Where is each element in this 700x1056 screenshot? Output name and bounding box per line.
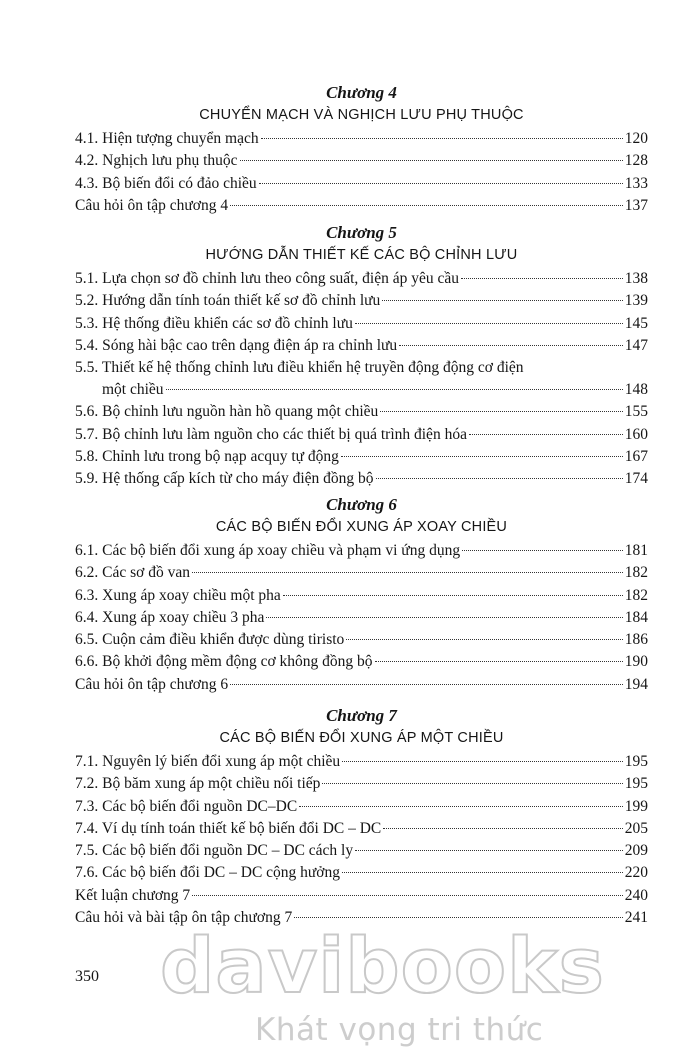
toc-entry[interactable]: Câu hỏi và bài tập ôn tập chương 7 241: [75, 909, 648, 927]
watermark-tagline: Khát vọng tri thức: [255, 1012, 544, 1048]
toc-entry[interactable]: 5.9. Hệ thống cấp kích từ cho máy điện đồng bộ 174: [75, 470, 648, 488]
chapter-title: Chương 5: [326, 223, 397, 242]
dot-leader: [259, 183, 623, 184]
chapter-5-section: [75, 222, 648, 491]
toc-entry[interactable]: 5.8. Chỉnh lưu trong bộ nạp acquy tự động 167: [75, 448, 648, 466]
dot-leader: [382, 300, 622, 301]
dot-leader: [322, 783, 622, 784]
chapter-heading: HƯỚNG DẪN THIẾT KẾ CÁC BỘ CHỈNH LƯU: [205, 247, 518, 263]
toc-entry[interactable]: 5.6. Bộ chỉnh lưu nguồn hàn hồ quang một chiều 155: [75, 403, 648, 421]
toc-entry[interactable]: 6.5. Cuộn cảm điều khiển được dùng tiristo 186: [75, 631, 648, 649]
dot-leader: [399, 345, 623, 346]
toc-entry[interactable]: 5.5. Thiết kế hệ thống chỉnh lưu điều khiển hệ truyền động động cơ điện một chiều 148: [75, 359, 648, 399]
toc-entry[interactable]: 6.6. Bộ khởi động mềm động cơ không đồng bộ 190: [75, 653, 648, 671]
dot-leader: [461, 278, 623, 279]
page-number: 350: [75, 968, 99, 985]
dot-leader: [192, 572, 623, 573]
toc-entry[interactable]: 5.2. Hướng dẫn tính toán thiết kế sơ đồ chỉnh lưu 139: [75, 292, 648, 310]
toc-entry[interactable]: 7.5. Các bộ biến đổi nguồn DC – DC cách ly 209: [75, 842, 648, 860]
toc-entry[interactable]: 7.4. Ví dụ tính toán thiết kế bộ biến đổi DC – DC 205: [75, 819, 648, 837]
dot-leader: [192, 895, 623, 896]
toc-entry[interactable]: 5.7. Bộ chỉnh lưu làm nguồn cho các thiết bị quá trình điện hóa 160: [75, 425, 648, 443]
toc-entry[interactable]: 6.1. Các bộ biến đổi xung áp xoay chiều và phạm vi ứng dụng 181: [75, 542, 648, 559]
chapter-4-section: [75, 82, 648, 217]
toc-entry[interactable]: 7.2. Bộ băm xung áp một chiều nối tiếp 195: [75, 775, 648, 793]
dot-leader: [380, 411, 622, 412]
dot-leader: [294, 917, 623, 918]
chapter-heading: CHUYỂN MẠCH VÀ NGHỊCH LƯU PHỤ THUỘC: [199, 107, 524, 123]
toc-entry[interactable]: Kết luận chương 7 240: [75, 886, 648, 904]
dot-leader: [341, 456, 623, 457]
chapter-heading: CÁC BỘ BIẾN ĐỔI XUNG ÁP XOAY CHIỀU: [215, 519, 508, 535]
toc-entry[interactable]: 7.3. Các bộ biến đổi nguồn DC–DC 199: [75, 797, 648, 815]
dot-leader: [342, 872, 623, 873]
dot-leader: [230, 684, 623, 685]
chapter-6-section: [75, 494, 648, 696]
toc-entry[interactable]: Câu hỏi ôn tập chương 4 137: [75, 196, 648, 214]
chapter-title: Chương 4: [326, 83, 397, 102]
toc-entry[interactable]: 5.4. Sóng hài bậc cao trên dạng điện áp ra chỉnh lưu 147: [75, 336, 648, 354]
dot-leader: [355, 323, 623, 324]
dot-leader: [230, 205, 623, 206]
dot-leader: [266, 617, 622, 618]
toc-entry[interactable]: 5.1. Lựa chọn sơ đồ chỉnh lưu theo công suất, điện áp yêu cầu 138: [75, 270, 648, 287]
chapter-title: Chương 6: [326, 495, 397, 514]
toc-entry[interactable]: 7.6. Các bộ biến đổi DC – DC cộng hưởng 220: [75, 864, 648, 882]
dot-leader: [376, 478, 623, 479]
dot-leader: [375, 661, 623, 662]
toc-entry[interactable]: Câu hỏi ôn tập chương 6 194: [75, 675, 648, 693]
dot-leader: [166, 389, 623, 390]
dot-leader: [342, 761, 623, 762]
dot-leader: [469, 434, 623, 435]
dot-leader: [346, 639, 622, 640]
watermark: [0, 920, 700, 1056]
dot-leader: [383, 828, 622, 829]
toc-entry[interactable]: 6.3. Xung áp xoay chiều một pha 182: [75, 586, 648, 604]
toc-entry[interactable]: 6.4. Xung áp xoay chiều 3 pha 184: [75, 608, 648, 626]
toc-entry[interactable]: 6.2. Các sơ đồ van 182: [75, 564, 648, 582]
watermark-logo: davibooks: [160, 921, 605, 1010]
toc-entry[interactable]: 5.3. Hệ thống điều khiển các sơ đồ chỉnh lưu 145: [75, 314, 648, 332]
dot-leader: [283, 595, 623, 596]
chapter-heading: CÁC BỘ BIẾN ĐỔI XUNG ÁP MỘT CHIỀU: [219, 730, 504, 746]
dot-leader: [355, 850, 623, 851]
dot-leader: [299, 806, 623, 807]
chapter-title: Chương 7: [326, 706, 397, 725]
toc-entry[interactable]: 4.2. Nghịch lưu phụ thuộc 128: [75, 152, 648, 170]
dot-leader: [240, 160, 623, 161]
toc-entry[interactable]: 4.1. Hiện tượng chuyển mạch 120: [75, 130, 648, 147]
dot-leader: [261, 138, 623, 139]
toc-entry[interactable]: 4.3. Bộ biến đổi có đảo chiều 133: [75, 174, 648, 192]
dot-leader: [462, 550, 623, 551]
toc-entry[interactable]: 7.1. Nguyên lý biến đổi xung áp một chiều 195: [75, 753, 648, 770]
chapter-7-section: [75, 705, 648, 929]
